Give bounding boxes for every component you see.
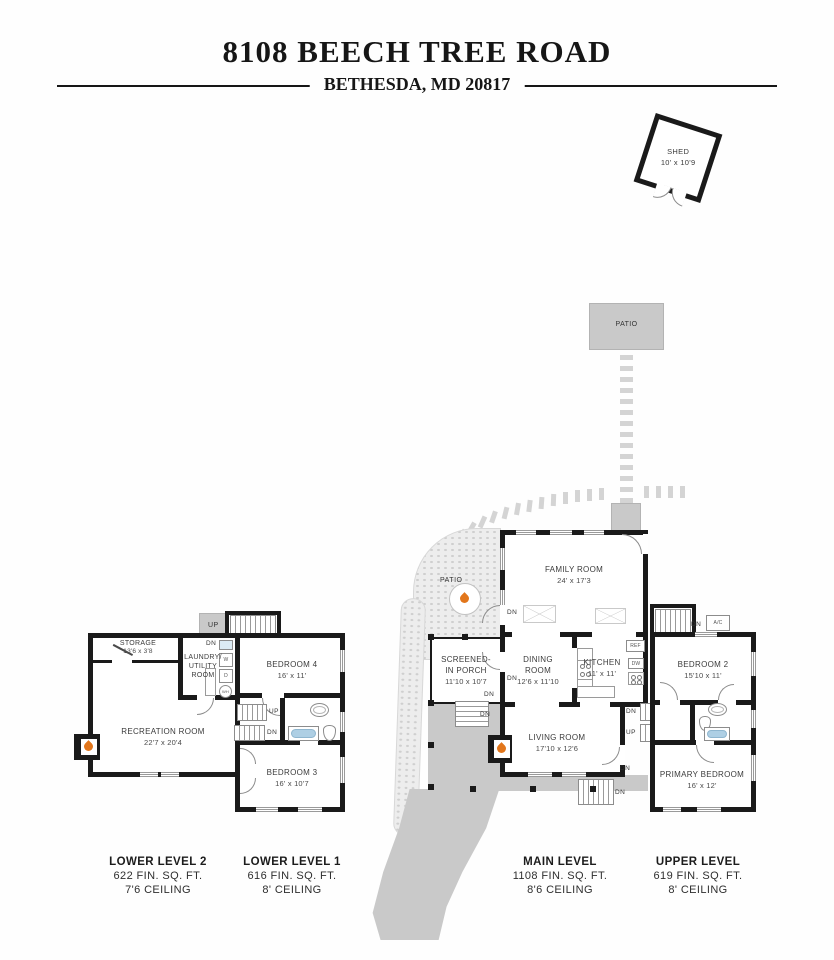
wall — [183, 695, 197, 700]
bedroom2-label: BEDROOM 2 15'10 x 11' — [677, 660, 729, 680]
cooktop-icon — [628, 672, 644, 685]
level-caption-main: MAIN LEVEL 1108 FIN. SQ. FT. 8'6 CEILING — [512, 856, 608, 896]
ll1-up-stairs — [237, 704, 267, 721]
stepping-stone — [563, 492, 568, 504]
shed-door-arc — [653, 183, 672, 202]
wall — [93, 660, 180, 663]
up-label: UP — [269, 708, 279, 715]
post — [530, 786, 536, 792]
post — [590, 786, 596, 792]
opening — [580, 702, 610, 707]
window — [256, 807, 278, 812]
door-gap — [660, 700, 680, 705]
ceiling-beam — [595, 608, 626, 624]
window — [140, 772, 158, 777]
stepping-stone — [668, 486, 673, 498]
ll1-dn-stairs — [234, 725, 265, 741]
stepping-stone — [489, 511, 498, 524]
bathtub-icon — [704, 727, 730, 741]
window — [751, 652, 756, 676]
stepping-stone — [620, 399, 633, 404]
primary-bedroom-label: PRIMARY BEDROOM 16' x 12' — [659, 770, 745, 790]
window — [751, 755, 756, 781]
window — [340, 757, 345, 783]
post — [428, 784, 434, 790]
up-label: UP — [626, 729, 636, 736]
recreation-room-label: RECREATION ROOM 22'7 x 20'4 — [121, 727, 205, 747]
stepping-stone — [587, 489, 592, 501]
kitchen-label: KITCHEN 11' x 11' — [583, 658, 621, 678]
driveway — [370, 789, 502, 940]
dishwasher-icon: DW — [628, 658, 644, 669]
level-caption-lower2: LOWER LEVEL 2 622 FIN. SQ. FT. 7'6 CEILING — [109, 856, 207, 896]
window — [500, 548, 505, 570]
dn-label: DN — [484, 691, 495, 698]
stepping-stone — [644, 486, 649, 498]
kitchen-counter — [577, 686, 615, 698]
stepping-stone — [680, 486, 685, 498]
window — [340, 650, 345, 672]
window — [584, 530, 604, 535]
shed-label: SHED 10' x 10'9 — [660, 147, 696, 167]
up-label: UP — [208, 622, 219, 629]
stepping-stone — [656, 486, 661, 498]
door-gap — [643, 534, 648, 554]
sink-icon — [310, 703, 329, 717]
subtitle-rule — [57, 74, 777, 98]
stepping-stone — [478, 516, 487, 529]
stepping-stone — [620, 410, 633, 415]
stepping-stone — [514, 503, 521, 516]
shed-plan — [637, 116, 723, 208]
rear-patio-label: PATIO — [615, 321, 638, 328]
dn-label: DN — [615, 789, 626, 796]
patio-label: PATIO — [440, 577, 463, 584]
dn-label: DN — [206, 640, 217, 647]
post — [462, 634, 468, 640]
window — [550, 530, 572, 535]
bedroom3-label: BEDROOM 3 16' x 10'7 — [266, 768, 318, 788]
dn-label: DN — [507, 675, 518, 682]
stepping-stone — [620, 487, 633, 492]
door-gap — [500, 652, 505, 672]
ll1-top-stairs — [230, 615, 276, 635]
dn-label: DN — [480, 711, 491, 718]
stepping-stone — [599, 488, 604, 500]
stepping-stone — [620, 443, 633, 448]
window — [562, 772, 586, 777]
opening — [512, 632, 560, 637]
fire-pit-icon — [449, 583, 481, 615]
window — [697, 807, 721, 812]
door-gap — [620, 745, 625, 765]
storage-label: STORAGE 13'6 x 3'8 — [119, 640, 157, 656]
door-gap — [500, 605, 505, 625]
window — [298, 807, 322, 812]
window — [528, 772, 552, 777]
stepping-stone — [551, 494, 556, 506]
stepping-stone — [526, 500, 532, 513]
dryer-icon: D — [219, 669, 233, 683]
dn-label: DN — [507, 609, 518, 616]
ceiling-beam — [523, 605, 556, 623]
stepping-stone — [620, 454, 633, 459]
stepping-stone — [575, 490, 580, 502]
stepping-stone — [539, 497, 545, 509]
wall — [690, 702, 695, 742]
fireplace-icon — [74, 734, 100, 760]
stepping-stone — [620, 366, 633, 371]
window — [751, 710, 756, 728]
rear-patio — [589, 303, 664, 350]
shed-outline — [634, 113, 723, 203]
window — [161, 772, 179, 777]
wall — [235, 693, 345, 698]
window — [695, 632, 717, 637]
shed-door-arc — [668, 188, 687, 207]
dn-label: DN — [691, 621, 702, 628]
dn-label: DN — [267, 729, 278, 736]
upper-top-stairs — [655, 609, 691, 633]
opening — [515, 702, 559, 707]
stepping-stone — [620, 432, 633, 437]
post — [428, 742, 434, 748]
post — [470, 786, 476, 792]
refrigerator-icon: REF — [626, 640, 645, 652]
stepping-stone — [620, 421, 633, 426]
page-title: 8108 BEECH TREE ROAD — [222, 34, 612, 69]
stepping-stone — [620, 355, 633, 360]
living-room-label: LIVING ROOM 17'10 x 12'6 — [528, 733, 586, 753]
dn-label: DN — [620, 765, 631, 772]
basement-stairs — [578, 779, 614, 805]
utility-sink-icon — [219, 640, 233, 650]
screened-porch-label: SCREENED-IN PORCH 11'10 x 10'7 — [441, 655, 491, 686]
post — [428, 700, 434, 706]
dining-room-label: DINING ROOM 12'6 x 11'10 — [517, 655, 559, 686]
stepping-stone — [620, 377, 633, 382]
wall — [280, 698, 285, 740]
laundry-label: LAUNDRY/ UTILITY ROOM — [184, 654, 222, 680]
sink-icon — [708, 703, 727, 716]
window — [516, 530, 536, 535]
dn-label: DN — [626, 708, 637, 715]
level-caption-upper: UPPER LEVEL 619 FIN. SQ. FT. 8' CEILING — [653, 856, 743, 896]
stepping-stone — [620, 476, 633, 481]
washer-icon: W — [219, 653, 233, 667]
stepping-stone — [502, 507, 510, 520]
stepping-stone — [620, 388, 633, 393]
ac-unit: A/C — [706, 615, 730, 631]
window — [340, 712, 345, 732]
bedroom4-label: BEDROOM 4 16' x 11' — [266, 660, 318, 680]
door-gap — [112, 660, 132, 663]
window — [663, 807, 681, 812]
family-room-label: FAMILY ROOM 24' x 17'3 — [544, 565, 604, 585]
post — [428, 634, 434, 640]
stepping-stone — [620, 465, 633, 470]
opening — [592, 632, 636, 637]
page-subtitle: BETHESDA, MD 20817 — [310, 74, 525, 95]
fireplace-icon — [488, 735, 512, 763]
level-caption-lower1: LOWER LEVEL 1 616 FIN. SQ. FT. 8' CEILING — [243, 856, 341, 896]
bathtub-icon — [288, 726, 319, 741]
water-heater-icon: WH — [219, 685, 232, 698]
